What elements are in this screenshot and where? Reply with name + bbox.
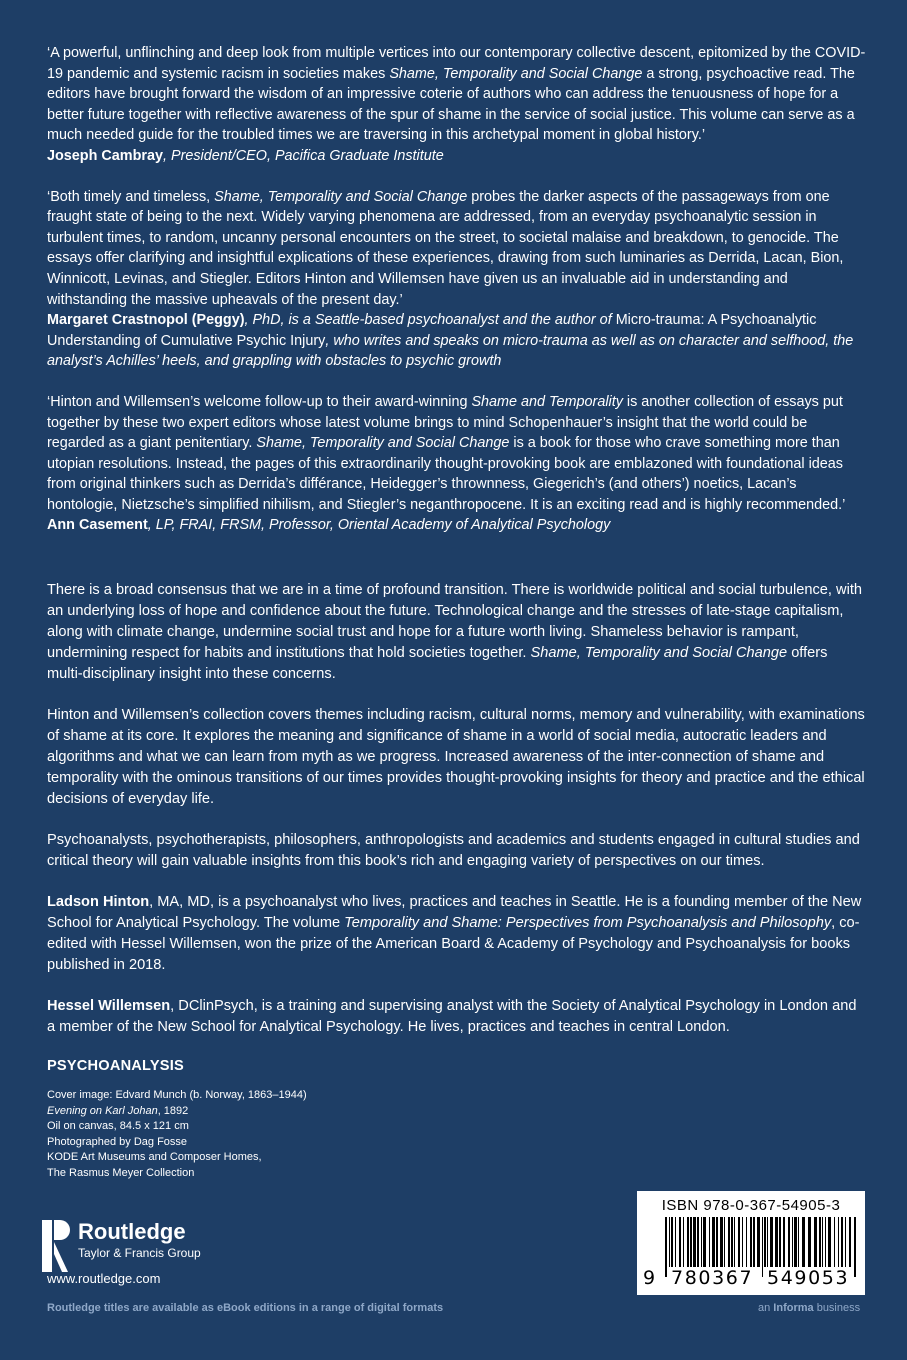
review-attribution (47, 146, 867, 167)
barcode-bar (703, 1217, 706, 1267)
barcode-bar (794, 1217, 797, 1267)
review-block (47, 392, 867, 536)
barcode-bar (792, 1217, 793, 1267)
barcode-bar (783, 1217, 785, 1267)
reviews-section (47, 43, 867, 536)
barcode-bar (720, 1217, 723, 1267)
barcode-bar (814, 1217, 817, 1267)
barcode-bar (854, 1217, 856, 1277)
barcode-bar (742, 1217, 743, 1267)
text-run: , who writes and speaks on micro-trauma as well as on character and selfhood, the analyst’s Achilles’ heels, and grappling with obstacles to psychic growth (47, 332, 854, 370)
reviewer-name: Ann Casement (47, 517, 148, 534)
barcode-bar (767, 1217, 768, 1267)
barcode-bar (665, 1217, 667, 1277)
publisher-url-link[interactable]: www.routledge.com (47, 1271, 161, 1286)
text-run: , co-edited with Hessel Willemsen, won the prize of the American Board & Academy of Psychology and Psychoanalysis for books published in 2018. (47, 915, 860, 974)
reviewer-name: Joseph Cambray (47, 147, 163, 164)
review-block (47, 43, 867, 167)
barcode-bar (734, 1217, 735, 1267)
description-paragraph (47, 580, 867, 685)
text-run: , President/CEO, Pacifica Graduate Institute (162, 147, 444, 164)
barcode-bar (822, 1217, 823, 1267)
barcode-bar (697, 1217, 699, 1267)
text-run: Shame, Temporality and Social Change (214, 188, 468, 205)
text-run: a strong, psychoactive read. The editors have brought forward the wisdom of an impressive coterie of authors who can address the tenuousness of hope for a better future together with reflective awareness of the spur of shame in the service of social justice. This volume can serve as a much needed guide for the troubled times we are traversing in this archetypal moment in global history.’ (47, 65, 855, 144)
barcode-bar (693, 1217, 696, 1267)
barcode-bar (683, 1217, 684, 1267)
informa-tagline: an Informa business (758, 1302, 861, 1314)
text-run: Temporality and Shame: Perspectives from Psychoanalysis and Philosophy (344, 915, 832, 932)
publisher-name: Routledge (78, 1219, 186, 1244)
text-run: Shame, Temporality and Social Change (256, 435, 510, 452)
isbn-barcode-block (637, 1191, 865, 1295)
text-run: ‘A powerful, unflinching and deep look from multiple vertices into our contemporary collective descent, epitomized by the COVID-19 pandemic and systemic racism in societies makes (47, 45, 866, 82)
barcode-bar (828, 1217, 831, 1267)
text-run: Shame, Temporality and Social Change (530, 645, 788, 662)
text-run: ‘Both timely and timeless, (47, 188, 215, 205)
barcode-bar (724, 1217, 725, 1267)
barcode-bar (834, 1217, 835, 1267)
text-run: Hinton and Willemsen’s collection covers themes including racism, cultural norms, memory and vulnerability, with examinations of shame at its core. It explores the meaning and significance of shame in a world of social media, autocratic leaders and algorithms and what we can learn from myth as we progress. Increased awareness of the inter-connection of shame and temporality with the ominous transitions of our times provides thought-provoking insights for theory and practice and the ethical decisions of everyday life. (47, 707, 865, 808)
text-run: offers multi-disciplinary insight into these concerns. (47, 645, 828, 683)
review-block (47, 187, 867, 372)
barcode-bar (679, 1217, 681, 1267)
barcode-bar (845, 1217, 846, 1267)
routledge-logo (42, 1220, 201, 1270)
description-paragraph (47, 830, 867, 872)
text-run: Shame and Temporality (471, 393, 623, 410)
review-attribution (47, 515, 867, 536)
barcode-bar (675, 1217, 676, 1267)
barcode-bar (841, 1217, 843, 1267)
barcode-bar (728, 1217, 730, 1267)
barcode-bar (757, 1217, 760, 1267)
description-paragraph (47, 705, 867, 810)
ebook-note: Routledge titles are available as eBook editions in a range of digital formats (47, 1302, 444, 1314)
author-bios-section (47, 892, 867, 1038)
barcode-bar (750, 1217, 752, 1267)
text-run: Psychoanalysts, psychotherapists, philosophers, anthropologists and academics and students engaged in cultural studies and critical theory will gain valuable insights from this book’s rich and engaging variety of perspectives on our times. (47, 832, 860, 870)
barcode-bar (712, 1217, 715, 1267)
barcode-bar (669, 1217, 670, 1267)
barcode-bar (762, 1217, 763, 1277)
barcode-bar (746, 1217, 747, 1267)
barcode-right-digits: 549053 (767, 1267, 850, 1289)
credit-line: Cover image: Edvard Munch (b. Norway, 1863–1944) (47, 1089, 307, 1102)
cover-image-credits (47, 1088, 867, 1181)
barcode-bar (738, 1217, 740, 1267)
barcode-bar (788, 1217, 790, 1267)
barcode-left-digits: 780367 (671, 1267, 754, 1289)
barcode-bar (775, 1217, 778, 1267)
text-run: , PhD, is a Seattle-based psychoanalyst and the author of (244, 312, 616, 329)
barcode-bar (838, 1217, 839, 1267)
credit-line: Evening on Karl Johan, 1892 (47, 1104, 189, 1117)
publisher-group: Taylor & Francis Group (78, 1246, 201, 1260)
text-run: probes the darker aspects of the passageways from one fraught state of being to the next. Widely varying phenomena are addressed, from an everyday psychoanalytic session in turbulent times, to random, uncanny personal encounters on the street, to societal malaise and breakdown, to genocide. The essays offer clarifying and insightful explications of these experiences, drawing from such luminaries as Derrida, Lacan, Bion, Winnicott, Levinas, and Stiegler. Editors Hinton and Willemsen have given us an invaluable aid in understanding and withstanding the massive upheavals of the present day.’ (47, 188, 844, 308)
barcode-bar (819, 1217, 821, 1267)
text-run: There is a broad consensus that we are in a time of profound transition. There is worldwide political and social turbulence, with an underlying loss of hope and confidence about the future. Technological change and the stresses of late-stage capitalism, along with climate change, undermine social trust and hope for a future worth living. Shameless behavior is rampant, undermining respect for habits and institutions that hold societies together. (47, 582, 862, 662)
author-bio (47, 996, 867, 1038)
barcode-lead-digit: 9 (643, 1267, 657, 1289)
review-quote (47, 392, 867, 516)
reviewer-name: Margaret Crastnopol (Peggy) (47, 312, 245, 329)
text-run: , DClinPsych, is a training and supervising analyst with the Society of Analytical Psychology in London and a member of the New School for Analytical Psychology. He lives, practices and teaches in central London. (47, 998, 857, 1036)
text-run: is another collection of essays put together by these two expert editors whose latest volume brings to mind Schopenhauer’s insight that the world could be regarded as a giant penitentiary. (47, 393, 843, 452)
author-name: Hessel Willemsen (47, 998, 171, 1015)
author-name: Ladson Hinton (47, 894, 150, 911)
barcode-bar (802, 1217, 805, 1267)
barcode-bar (798, 1217, 799, 1267)
spacer (47, 556, 867, 580)
isbn-label: ISBN 978-0-367-54905-3 (661, 1197, 841, 1214)
barcode-bar (731, 1217, 733, 1267)
text-run: ‘Hinton and Willemsen’s welcome follow-up to their award-winning (47, 393, 472, 410)
text-run: , LP, FRAI, FRSM, Professor, Oriental Academy of Analytical Psychology (147, 517, 611, 534)
credit-line: Photographed by Dag Fosse (47, 1135, 188, 1148)
barcode-bar (764, 1217, 766, 1267)
credit-line: Oil on canvas, 84.5 x 121 cm (47, 1120, 189, 1133)
barcode-bar (716, 1217, 718, 1267)
barcode-bar (779, 1217, 781, 1267)
text-run: Shame, Temporality and Social Change (389, 65, 643, 82)
routledge-r-icon (42, 1220, 72, 1270)
author-bio (47, 892, 867, 976)
barcode-bar (690, 1217, 692, 1267)
barcode-bar (671, 1217, 673, 1267)
text-run: is a book for those who crave something more than utopian resolutions. Instead, the pages of this extraordinarily thought-provoking book are emblazoned with foundational ideas from original thinkers such as Derrida’s différance, Heidegger’s thrownness, Giegerich’s (and others’) noetics, Lacan’s hontologie, Nietzsche’s simplified nihilism, and Stiegler’s neganthropocene. It is an exciting read and is highly recommended.’ (47, 435, 846, 513)
barcode-bar (753, 1217, 755, 1267)
credit-line: KODE Art Museums and Composer Homes, (47, 1151, 262, 1164)
barcode-bar (849, 1217, 851, 1267)
barcode-bar (825, 1217, 826, 1267)
back-cover-content (47, 43, 867, 1181)
barcode-bar (808, 1217, 811, 1267)
subject-category: PSYCHOANALYSIS (47, 1058, 184, 1075)
review-quote (47, 187, 867, 311)
description-section (47, 580, 867, 872)
review-quote (47, 43, 867, 146)
barcode-bar (709, 1217, 710, 1267)
barcode-bar (770, 1217, 773, 1267)
barcode-bar (701, 1217, 702, 1267)
review-attribution (47, 310, 867, 372)
text-run: , MA, MD, is a psychoanalyst who lives, practices and teaches in Seattle. He is a founding member of the New School for Analytical Psychology. The volume (47, 894, 862, 932)
credit-line: The Rasmus Meyer Collection (47, 1166, 195, 1179)
barcode-bar (687, 1217, 689, 1267)
text-run: Micro-trauma: A Psychoanalytic Understanding of Cumulative Psychic Injury (47, 312, 817, 349)
